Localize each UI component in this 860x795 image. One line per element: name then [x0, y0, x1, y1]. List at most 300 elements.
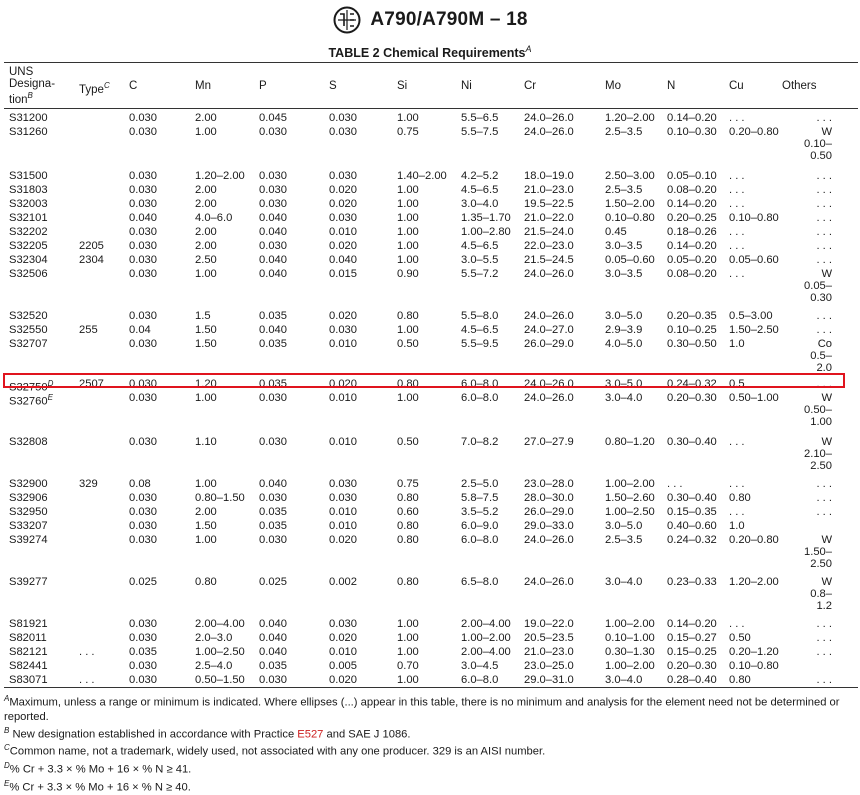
cell-c: 0.030 [129, 198, 157, 210]
cell-n: 0.30–0.50 [667, 338, 717, 350]
cell-si: 0.80 [397, 492, 419, 504]
cell-p: 0.030 [259, 392, 287, 404]
cell-cr: 27.0–27.9 [524, 436, 574, 448]
astm-logo-icon [332, 6, 362, 34]
cell-p: 0.030 [259, 170, 287, 182]
cell-mn: 1.50 [195, 338, 217, 350]
cell-cu: 0.10–0.80 [729, 212, 779, 224]
cell-p: 0.035 [259, 660, 287, 672]
cell-uns: S32101 [9, 212, 48, 224]
cell-si: 0.75 [397, 126, 419, 138]
cell-cu: 1.20–2.00 [729, 576, 779, 588]
cell-p: 0.035 [259, 310, 287, 322]
cell-si: 0.60 [397, 506, 419, 518]
practice-e527-link[interactable]: E527 [297, 728, 324, 741]
cell-cr: 22.0–23.0 [524, 240, 574, 252]
cell-s: 0.020 [329, 674, 357, 686]
cell-uns: S82121 [9, 646, 48, 658]
cell-cr: 24.0–26.0 [524, 310, 574, 322]
cell-cr: 21.5–24.5 [524, 254, 574, 266]
cell-ni: 5.5–7.2 [461, 268, 499, 280]
cell-mo: 2.5–3.5 [605, 126, 643, 138]
cell-others: W 0.05– 0.30 [804, 268, 832, 304]
cell-si: 0.80 [397, 534, 419, 546]
cell-uns: S33207 [9, 520, 48, 532]
cell-si: 0.80 [397, 576, 419, 588]
col-header-si: Si [397, 80, 408, 92]
cell-n: 0.23–0.33 [667, 576, 717, 588]
cell-cu: 0.50 [729, 632, 751, 644]
cell-p: 0.035 [259, 520, 287, 532]
cell-n: 0.20–0.25 [667, 212, 717, 224]
cell-p: 0.025 [259, 576, 287, 588]
cell-n: 0.08–0.20 [667, 268, 717, 280]
cell-mo: 3.0–4.0 [605, 576, 643, 588]
cell-mo: 3.0–5.0 [605, 310, 643, 322]
cell-cr: 29.0–33.0 [524, 520, 574, 532]
cell-s: 0.020 [329, 310, 357, 322]
cell-uns: S32906 [9, 492, 48, 504]
cell-ni: 3.0–5.5 [461, 254, 499, 266]
cell-n: 0.30–0.40 [667, 492, 717, 504]
cell-cu: . . . [729, 436, 745, 448]
cell-c: 0.030 [129, 520, 157, 532]
cell-si: 0.70 [397, 660, 419, 672]
cell-uns: S31200 [9, 112, 48, 124]
cell-mn: 2.00 [195, 112, 217, 124]
cell-others: . . . [816, 112, 832, 124]
cell-p: 0.045 [259, 112, 287, 124]
cell-uns: S32550 [9, 324, 48, 336]
footnote-e: $^E$% Cr + 3.3 × % Mo + 16 × % N ≥ 40. [4, 778, 191, 794]
cell-cr: 24.0–26.0 [524, 534, 574, 546]
cell-s: 0.020 [329, 632, 357, 644]
cell-mo: 2.5–3.5 [605, 184, 643, 196]
cell-mn: 0.50–1.50 [195, 674, 245, 686]
footnote-c: $^C$Common name, not a trademark, widely used, not associated with any one producer. 329 is an AISI number. [4, 743, 546, 759]
cell-p: 0.030 [259, 240, 287, 252]
cell-c: 0.030 [129, 240, 157, 252]
cell-cr: 24.0–26.0 [524, 392, 574, 404]
cell-s: 0.010 [329, 392, 357, 404]
cell-cu: . . . [729, 240, 745, 252]
cell-s: 0.005 [329, 660, 357, 672]
cell-type: . . . [79, 646, 95, 658]
cell-n: 0.40–0.60 [667, 520, 717, 532]
cell-ni: 1.00–2.80 [461, 226, 511, 238]
col-header-ni: Ni [461, 80, 472, 92]
page-header [0, 6, 860, 34]
cell-n: 0.24–0.32 [667, 534, 717, 546]
cell-cu: 0.10–0.80 [729, 660, 779, 672]
cell-c: 0.030 [129, 112, 157, 124]
cell-uns: S83071 [9, 674, 48, 686]
cell-p: 0.030 [259, 436, 287, 448]
cell-uns: S32506 [9, 268, 48, 280]
cell-cu: . . . [729, 198, 745, 210]
cell-n: 0.20–0.30 [667, 660, 717, 672]
cell-mn: 0.80–1.50 [195, 492, 245, 504]
cell-c: 0.030 [129, 660, 157, 672]
cell-mn: 1.00 [195, 392, 217, 404]
cell-ni: 4.2–5.2 [461, 170, 499, 182]
table-header-rule [4, 108, 858, 109]
cell-uns: S32202 [9, 226, 48, 238]
table-top-rule [4, 62, 858, 63]
col-header-p: P [259, 80, 267, 92]
cell-c: 0.030 [129, 268, 157, 280]
cell-mn: 1.00 [195, 478, 217, 490]
cell-c: 0.08 [129, 478, 151, 490]
table-bottom-rule [4, 687, 858, 688]
cell-others: . . . [816, 324, 832, 336]
cell-ni: 6.0–9.0 [461, 520, 499, 532]
cell-cu: . . . [729, 170, 745, 182]
cell-p: 0.040 [259, 268, 287, 280]
cell-mo: 0.30–1.30 [605, 646, 655, 658]
cell-cr: 18.0–19.0 [524, 170, 574, 182]
cell-uns: S32950 [9, 506, 48, 518]
cell-ni: 7.0–8.2 [461, 436, 499, 448]
cell-c: 0.030 [129, 184, 157, 196]
cell-p: 0.035 [259, 506, 287, 518]
cell-cr: 21.5–24.0 [524, 226, 574, 238]
cell-ni: 5.5–6.5 [461, 112, 499, 124]
cell-p: 0.040 [259, 212, 287, 224]
cell-type: 2304 [79, 254, 104, 266]
table-title: TABLE 2 Chemical Requirements$^A$ [328, 44, 532, 61]
cell-ni: 4.5–6.5 [461, 184, 499, 196]
cell-s: 0.030 [329, 112, 357, 124]
cell-mo: 2.9–3.9 [605, 324, 643, 336]
cell-si: 1.00 [397, 112, 419, 124]
col-header-cu: Cu [729, 80, 744, 92]
cell-mo: 3.0–5.0 [605, 378, 643, 390]
cell-type: 255 [79, 324, 98, 336]
cell-si: 1.00 [397, 674, 419, 686]
cell-n: 0.18–0.26 [667, 226, 717, 238]
cell-cr: 21.0–22.0 [524, 212, 574, 224]
cell-c: 0.030 [129, 310, 157, 322]
cell-p: 0.030 [259, 184, 287, 196]
cell-s: 0.020 [329, 378, 357, 390]
cell-mo: 2.50–3.00 [605, 170, 655, 182]
cell-s: 0.030 [329, 126, 357, 138]
cell-ni: 6.0–8.0 [461, 378, 499, 390]
cell-s: 0.030 [329, 324, 357, 336]
cell-cu: 0.20–1.20 [729, 646, 779, 658]
cell-c: 0.030 [129, 226, 157, 238]
highlight-box-s32750 [3, 373, 845, 388]
cell-cr: 26.0–29.0 [524, 338, 574, 350]
cell-type: 2507 [79, 378, 104, 390]
cell-others: W 0.8– 1.2 [810, 576, 832, 612]
cell-c: 0.04 [129, 324, 151, 336]
cell-cu: 0.80 [729, 674, 751, 686]
cell-cu: . . . [729, 268, 745, 280]
cell-n: 0.15–0.35 [667, 506, 717, 518]
cell-ni: 5.5–8.0 [461, 310, 499, 322]
cell-si: 1.00 [397, 184, 419, 196]
cell-si: 0.50 [397, 338, 419, 350]
cell-others: W 2.10– 2.50 [804, 436, 832, 472]
cell-cu: 0.05–0.60 [729, 254, 779, 266]
cell-ni: 4.5–6.5 [461, 324, 499, 336]
cell-uns: S32205 [9, 240, 48, 252]
cell-c: 0.030 [129, 674, 157, 686]
cell-p: 0.030 [259, 674, 287, 686]
footnote-a: $^A$Maximum, unless a range or minimum is indicated. Where ellipses (...) appear in this table, there is no minimum and analysis for the element need not be determined or reported. [4, 694, 840, 723]
col-header-s: S [329, 80, 337, 92]
cell-mn: 4.0–6.0 [195, 212, 233, 224]
cell-others: W 1.50– 2.50 [804, 534, 832, 570]
cell-si: 0.80 [397, 520, 419, 532]
cell-p: 0.035 [259, 338, 287, 350]
cell-others: W 0.10– 0.50 [804, 126, 832, 162]
cell-n: . . . [667, 478, 683, 490]
cell-mo: 3.0–4.0 [605, 392, 643, 404]
cell-ni: 2.00–4.00 [461, 618, 511, 630]
cell-p: 0.030 [259, 126, 287, 138]
cell-p: 0.040 [259, 632, 287, 644]
cell-s: 0.010 [329, 226, 357, 238]
cell-cu: . . . [729, 226, 745, 238]
cell-si: 0.75 [397, 478, 419, 490]
cell-mn: 2.00 [195, 198, 217, 210]
cell-si: 0.90 [397, 268, 419, 280]
cell-si: 1.00 [397, 618, 419, 630]
cell-mn: 1.00 [195, 126, 217, 138]
cell-cu: 0.20–0.80 [729, 534, 779, 546]
cell-n: 0.15–0.25 [667, 646, 717, 658]
cell-others: W 0.50– 1.00 [804, 392, 832, 428]
cell-others: . . . [816, 618, 832, 630]
footnote-b: $^B$ New designation established in accordance with Practice E527 and SAE J 1086. [4, 725, 411, 741]
cell-mo: 3.0–3.5 [605, 268, 643, 280]
cell-ni: 5.5–7.5 [461, 126, 499, 138]
cell-si: 0.80 [397, 310, 419, 322]
cell-cr: 21.0–23.0 [524, 646, 574, 658]
cell-p: 0.030 [259, 534, 287, 546]
cell-s: 0.010 [329, 520, 357, 532]
cell-s: 0.010 [329, 436, 357, 448]
cell-mn: 1.00–2.50 [195, 646, 245, 658]
cell-si: 1.00 [397, 392, 419, 404]
cell-n: 0.14–0.20 [667, 618, 717, 630]
cell-p: 0.035 [259, 378, 287, 390]
col-header-n: N [667, 80, 676, 92]
cell-cr: 26.0–29.0 [524, 506, 574, 518]
cell-mn: 1.20–2.00 [195, 170, 245, 182]
cell-ni: 5.5–9.5 [461, 338, 499, 350]
cell-si: 1.00 [397, 198, 419, 210]
cell-uns: S32707 [9, 338, 48, 350]
cell-cr: 19.5–22.5 [524, 198, 574, 210]
cell-s: 0.030 [329, 492, 357, 504]
col-header-type: Type$^C$ [79, 81, 110, 96]
cell-ni: 3.0–4.5 [461, 660, 499, 672]
cell-n: 0.28–0.40 [667, 674, 717, 686]
cell-cr: 20.5–23.5 [524, 632, 574, 644]
cell-s: 0.010 [329, 506, 357, 518]
cell-p: 0.040 [259, 618, 287, 630]
cell-others: . . . [816, 310, 832, 322]
cell-c: 0.030 [129, 170, 157, 182]
cell-others: . . . [816, 506, 832, 518]
cell-mo: 1.00–2.00 [605, 478, 655, 490]
cell-n: 0.14–0.20 [667, 112, 717, 124]
cell-c: 0.030 [129, 492, 157, 504]
cell-mo: 1.20–2.00 [605, 112, 655, 124]
cell-cu: . . . [729, 506, 745, 518]
col-header-mn: Mn [195, 80, 211, 92]
cell-uns: $S32760^E$ [9, 393, 53, 408]
cell-mo: 3.0–3.5 [605, 240, 643, 252]
cell-cu: 1.50–2.50 [729, 324, 779, 336]
cell-mo: 0.10–0.80 [605, 212, 655, 224]
cell-uns: S31803 [9, 184, 48, 196]
cell-uns: S32900 [9, 478, 48, 490]
cell-others: . . . [816, 226, 832, 238]
cell-cu: 0.50–1.00 [729, 392, 779, 404]
cell-uns: S31500 [9, 170, 48, 182]
cell-mn: 1.20 [195, 378, 217, 390]
cell-others: . . . [816, 492, 832, 504]
cell-uns: S32304 [9, 254, 48, 266]
cell-cr: 23.0–28.0 [524, 478, 574, 490]
cell-s: 0.020 [329, 184, 357, 196]
cell-s: 0.030 [329, 478, 357, 490]
cell-si: 1.00 [397, 646, 419, 658]
cell-c: 0.030 [129, 126, 157, 138]
cell-mn: 2.5–4.0 [195, 660, 233, 672]
footnote-d: $^D$% Cr + 3.3 × % Mo + 16 × % N ≥ 41. [4, 761, 192, 776]
cell-si: 0.50 [397, 436, 419, 448]
cell-s: 0.002 [329, 576, 357, 588]
col-header-cr: Cr [524, 80, 537, 92]
cell-s: 0.020 [329, 534, 357, 546]
cell-others: . . . [816, 198, 832, 210]
cell-others: . . . [816, 254, 832, 266]
cell-others: . . . [816, 646, 832, 658]
cell-n: 0.20–0.35 [667, 310, 717, 322]
cell-cu: 1.0 [729, 338, 745, 350]
cell-ni: 2.5–5.0 [461, 478, 499, 490]
cell-n: 0.10–0.30 [667, 126, 717, 138]
cell-uns: S39277 [9, 576, 48, 588]
cell-s: 0.030 [329, 212, 357, 224]
cell-mo: 0.10–1.00 [605, 632, 655, 644]
cell-n: 0.05–0.10 [667, 170, 717, 182]
cell-c: 0.030 [129, 392, 157, 404]
cell-ni: 2.00–4.00 [461, 646, 511, 658]
cell-mn: 2.00 [195, 506, 217, 518]
cell-uns: S82011 [9, 632, 47, 644]
cell-c: 0.030 [129, 436, 157, 448]
cell-cu: . . . [729, 184, 745, 196]
cell-uns: $S32750^D$ [9, 379, 54, 394]
cell-mo: 1.50–2.60 [605, 492, 655, 504]
cell-n: 0.14–0.20 [667, 240, 717, 252]
cell-mo: 4.0–5.0 [605, 338, 643, 350]
cell-p: 0.040 [259, 226, 287, 238]
cell-cr: 24.0–26.0 [524, 112, 574, 124]
cell-uns: S82441 [9, 660, 48, 672]
cell-others: . . . [816, 378, 832, 390]
cell-cu: 0.5–3.00 [729, 310, 773, 322]
cell-p: 0.030 [259, 198, 287, 210]
cell-c: 0.030 [129, 534, 157, 546]
cell-ni: 1.00–2.00 [461, 632, 511, 644]
cell-s: 0.015 [329, 268, 357, 280]
cell-others: . . . [816, 170, 832, 182]
cell-others: . . . [816, 674, 832, 686]
cell-others: . . . [816, 240, 832, 252]
cell-c: 0.030 [129, 506, 157, 518]
cell-si: 1.00 [397, 212, 419, 224]
cell-n: 0.15–0.27 [667, 632, 717, 644]
cell-n: 0.20–0.30 [667, 392, 717, 404]
cell-mn: 2.00 [195, 240, 217, 252]
cell-si: 1.00 [397, 240, 419, 252]
cell-c: 0.030 [129, 378, 157, 390]
cell-n: 0.14–0.20 [667, 198, 717, 210]
cell-cr: 21.0–23.0 [524, 184, 574, 196]
document-designation: A790/A790M – 18 [370, 9, 528, 30]
cell-mo: 3.0–5.0 [605, 520, 643, 532]
cell-ni: 6.5–8.0 [461, 576, 499, 588]
cell-cr: 23.0–25.0 [524, 660, 574, 672]
cell-cr: 24.0–26.0 [524, 576, 574, 588]
col-header-others: Others [782, 80, 817, 92]
cell-c: 0.025 [129, 576, 157, 588]
cell-others: . . . [816, 478, 832, 490]
cell-uns: S32003 [9, 198, 48, 210]
cell-cu: . . . [729, 478, 745, 490]
cell-si: 1.00 [397, 632, 419, 644]
cell-c: 0.030 [129, 338, 157, 350]
cell-si: 0.80 [397, 378, 419, 390]
cell-p: 0.040 [259, 646, 287, 658]
cell-p: 0.030 [259, 492, 287, 504]
cell-n: 0.10–0.25 [667, 324, 717, 336]
cell-mn: 2.00 [195, 184, 217, 196]
cell-s: 0.010 [329, 338, 357, 350]
cell-cu: 0.20–0.80 [729, 126, 779, 138]
cell-others: Co 0.5– 2.0 [810, 338, 832, 374]
cell-mo: 1.50–2.00 [605, 198, 655, 210]
cell-ni: 6.0–8.0 [461, 674, 499, 686]
col-header-mo: Mo [605, 80, 621, 92]
cell-cu: 1.0 [729, 520, 745, 532]
cell-s: 0.030 [329, 618, 357, 630]
cell-uns: S39274 [9, 534, 48, 546]
cell-mn: 1.00 [195, 534, 217, 546]
cell-mo: 0.45 [605, 226, 627, 238]
cell-cr: 24.0–26.0 [524, 378, 574, 390]
cell-others: . . . [816, 184, 832, 196]
cell-cr: 24.0–26.0 [524, 126, 574, 138]
cell-mn: 2.50 [195, 254, 217, 266]
cell-c: 0.040 [129, 212, 157, 224]
cell-s: 0.010 [329, 646, 357, 658]
cell-mo: 0.80–1.20 [605, 436, 655, 448]
cell-ni: 5.8–7.5 [461, 492, 499, 504]
cell-mo: 1.00–2.00 [605, 618, 655, 630]
cell-mo: 0.05–0.60 [605, 254, 655, 266]
cell-c: 0.035 [129, 646, 157, 658]
cell-uns: S81921 [9, 618, 48, 630]
